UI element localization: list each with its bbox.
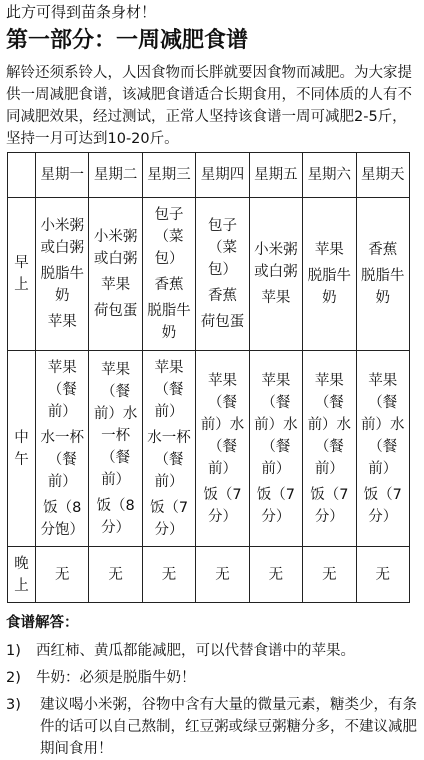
intro-paragraph [6, 62, 420, 150]
table-cell [303, 351, 356, 547]
note-text: 建议喝小米粥，谷物中含有大量的微量元素，糖类少，有条 [40, 697, 417, 713]
menu-item: 饭（7分） [256, 486, 296, 525]
menu-item: 饭（7分） [310, 486, 349, 525]
note-number: 2) [6, 670, 21, 686]
meal-label-text: 早上 [14, 255, 29, 293]
menu-item: 脱脂牛奶 [361, 268, 405, 306]
day-header: 星期六 [303, 153, 356, 198]
menu-item: 苹果（餐前）水一杯（餐前） [93, 361, 138, 488]
table-cell [356, 351, 409, 547]
meal-label [8, 198, 36, 351]
menu-item: 饭（7分） [203, 486, 242, 525]
note-number: 3) [6, 697, 21, 713]
menu-item: 苹果（餐前）水（餐前） [307, 372, 352, 477]
day-header: 星期一 [36, 153, 89, 198]
menu-item: 饭（7分） [363, 486, 402, 525]
menu-item: 小米粥或白粥 [254, 242, 298, 280]
menu-item: 香蕉 [207, 288, 237, 304]
table-cell: 无 [356, 547, 409, 603]
corner-cell [8, 153, 36, 198]
note-text: 牛奶：必须是脱脂牛奶！ [36, 670, 196, 686]
menu-item: 苹果 [314, 242, 344, 258]
note-text: 期间食用！ [40, 741, 113, 757]
table-cell [196, 351, 249, 547]
menu-item: 苹果（餐前）水（餐前） [254, 372, 298, 477]
day-header: 星期五 [249, 153, 302, 198]
intro-text: 解铃还须系铃人，人因食物而长胖就要因食物而减肥。为大家提供一周减肥食谱，该减肥食谱适合长期食用，不同体质的人有不同减肥效果，经过测试，正常人坚持该食谱一周可减肥2-5斤，坚持一月可达到10-20斤。 [6, 65, 412, 147]
menu-item: 脱脂牛奶 [40, 266, 84, 304]
table-cell [303, 198, 356, 351]
meal-label [8, 547, 36, 603]
menu-item: 包子（菜包） [154, 207, 184, 267]
table-cell: 无 [249, 547, 302, 603]
table-cell [36, 351, 89, 547]
table-row-lunch [8, 351, 410, 547]
menu-item: 苹果 [261, 290, 291, 306]
section-heading: 第一部分：一周减肥食谱 [6, 28, 249, 53]
day-header: 星期三 [142, 153, 195, 198]
menu-item: 小米粥或白粥 [40, 218, 84, 256]
table-cell [142, 351, 195, 547]
menu-item: 苹果（餐前） [154, 359, 184, 420]
meal-label [8, 351, 36, 547]
table-cell [196, 198, 249, 351]
day-header: 星期四 [196, 153, 249, 198]
menu-item: 饭（8分饱） [40, 499, 84, 538]
menu-item: 小米粥或白粥 [93, 229, 138, 267]
menu-item: 苹果（餐前）水（餐前） [200, 372, 245, 477]
day-header: 星期二 [89, 153, 142, 198]
note-number: 1) [6, 643, 21, 659]
table-cell: 无 [303, 547, 356, 603]
note-item [6, 667, 196, 689]
menu-item: 脱脂牛奶 [147, 303, 191, 341]
note-text-block [40, 694, 420, 760]
menu-item: 苹果（餐前） [47, 359, 77, 420]
menu-item: 水一杯（餐前） [40, 429, 84, 490]
meal-label-text: 晚上 [14, 555, 29, 594]
menu-item: 苹果 [101, 277, 131, 293]
note-item [6, 694, 36, 716]
weekly-menu-table [7, 152, 410, 603]
menu-item: 香蕉 [368, 242, 398, 258]
menu-item: 脱脂牛奶 [307, 268, 352, 306]
table-row-breakfast [8, 198, 410, 351]
menu-item: 荷包蛋 [93, 303, 138, 319]
top-line: 此方可得到苗条身材！ [6, 3, 157, 21]
menu-item: 苹果 [47, 314, 77, 330]
table-cell: 无 [36, 547, 89, 603]
menu-item: 饭（7分） [149, 499, 189, 538]
table-cell: 无 [142, 547, 195, 603]
note-text: 件的话可以自己熬制，红豆粥或绿豆粥糖分多，不建议减肥 [40, 719, 417, 735]
table-cell: 无 [196, 547, 249, 603]
day-header: 星期天 [356, 153, 409, 198]
menu-item: 香蕉 [154, 277, 184, 293]
table-cell [356, 198, 409, 351]
notes-title: 食谱解答： [6, 615, 79, 631]
table-cell [36, 198, 89, 351]
menu-item: 苹果（餐前）水（餐前） [361, 372, 405, 477]
menu-item: 荷包蛋 [200, 314, 245, 330]
table-cell: 无 [89, 547, 142, 603]
table-cell [89, 198, 142, 351]
menu-item: 包子（菜包） [207, 218, 237, 278]
table-header-row [8, 153, 410, 198]
menu-item: 饭（8分） [96, 497, 135, 536]
table-cell [249, 351, 302, 547]
meal-label-text: 中午 [14, 429, 29, 468]
note-text: 西红柿、黄瓜都能减肥，可以代替食谱中的苹果。 [36, 643, 355, 659]
table-row-dinner [8, 547, 410, 603]
note-item [6, 640, 355, 662]
table-cell [249, 198, 302, 351]
table-cell [142, 198, 195, 351]
menu-item: 水一杯（餐前） [147, 429, 191, 490]
table-cell [89, 351, 142, 547]
